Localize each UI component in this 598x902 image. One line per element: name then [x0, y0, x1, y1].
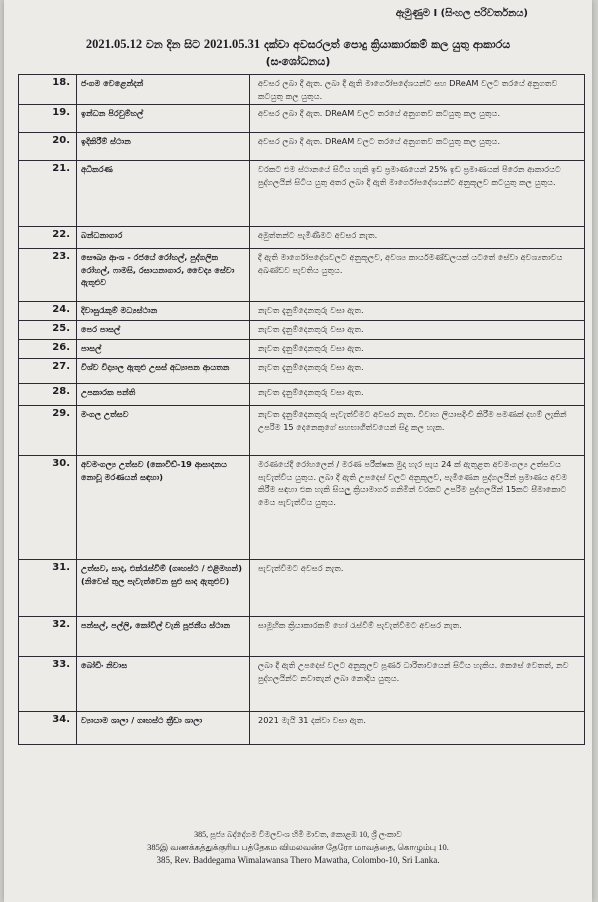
table-row — [19, 249, 585, 302]
row-status: වරකට එම ස්ථානයේ සිටිය හැකි ඉඩ ප්‍රමාණයෙන් 25% ඉඩ ප්‍රමාණයක් පිරෙන ආකාරයට පුද්ගලයින් සිටිය යුතු අතර ලබා දී ඇති මාර්ගෝපදේශයන්ට අනුකූලව කටයුතු කල යුතුය. — [250, 161, 585, 227]
footer-address-tamil: 385இ வணக்கத்துக்குரிய பத்தேகம விமலவன்ச தேரோ மாவத்தை, கொழும்பு 10. — [147, 842, 449, 852]
row-number: 32. — [19, 617, 77, 657]
title-subtitle: (සංශෝධනය) — [265, 55, 331, 68]
row-number: 22. — [19, 227, 77, 249]
row-activity: උත්සව, සාද, එක්රැස්වීම් (ගෘහස්ථ / එළිමහන්) (නිවෙස් තුල පැවැත්වෙන සුළු සාද ඇතුළුව) — [77, 560, 250, 617]
row-status: නැවත දැනුම්දෙනතුරු වසා ඇත. — [250, 302, 585, 321]
row-status: අවසර ලබා දී ඇත. DReAM වලට තරයේ අනුගතව කටයුතු කල යුතුය. — [250, 133, 585, 161]
row-activity: අවමංගල්‍ය උත්සව (කොවිඩ්-19 ආසාදනය නොවූ මරණයන් සඳහා) — [77, 456, 250, 560]
title-text-b: දක්වා අවසරලත් පොදු ක්‍රියාකාරකම් කල යුතු ආකාරය — [260, 38, 511, 51]
title-line — [28, 36, 568, 53]
row-activity: පන්සල්, පල්ලි, කෝවිල් වැනි පූජනීය ස්ථාන — [77, 617, 250, 657]
activities-table — [18, 74, 585, 745]
row-status: නැවත දැනුම්දෙනතුරු වසා ඇත. — [250, 340, 585, 359]
row-number: 27. — [19, 359, 77, 384]
table-row — [19, 302, 585, 321]
row-activity: බෝඩිං නිවාස — [77, 657, 250, 712]
page-title — [28, 36, 568, 70]
annex-label: ඇමුණුම I (සිංහල පරිවර්තනය) — [395, 8, 528, 19]
row-status: අවසර ලබා දී ඇත. DReAM වලට තරයේ අනුගතව කටයුතු කල යුතුය. — [250, 105, 585, 133]
table-row — [19, 75, 585, 105]
row-number: 18. — [19, 75, 77, 105]
row-activity: පෙර පාසල් — [77, 321, 250, 340]
row-activity: පාසල් — [77, 340, 250, 359]
row-status: සාමූහික ක්‍රියාකාරකම් හෝ රැස්වීම් පැවැත්වීමට අවසර නැත. — [250, 617, 585, 657]
row-status: දී ඇති මාර්ගෝපදේශවලට අනුකූලව, අවශ්‍ය කාර්යමණ්ඩලයක් යටතේ සේවා අවශ්‍යතාවය අඛණ්ඩව පැවතිය යුතුය. — [250, 249, 585, 302]
row-status: නැවත දැනුම්දෙනතුරු වසා ඇත. — [250, 321, 585, 340]
title-date-from: 2021.05.12 — [85, 37, 143, 51]
table-row — [19, 133, 585, 161]
table-row — [19, 161, 585, 227]
row-status: නැවත දැනුම්දෙනතුරු වසා ඇත. — [250, 359, 585, 384]
row-number: 34. — [19, 712, 77, 745]
row-activity: මංගල උත්සව — [77, 406, 250, 456]
row-status: මරණයේදී රෝහලෙන් / මරණ පරීක්ෂක මුදා හැර පැය 24 ක් ඇතුළත අවමංගල්‍ය උත්සවය පැවැත්විය යුතුය. ලබා දී ඇති උපදෙස් වලට අනුකූලව, පැමිණෙන පුද්ගලයින් ප්‍රමාණය අවම කිරීම සඳහා එක හැකි සියලු ක්‍රියාමාර්ග ගනිමින් වරකට උපරිම පුද්ගලයින් 15කට සීමාකොට මෙය පැවැත්විය යුතුය. — [250, 456, 585, 560]
row-activity: ඉන්ධන පිරවුම්හල් — [77, 105, 250, 133]
table-row — [19, 321, 585, 340]
row-number: 25. — [19, 321, 77, 340]
footer-address — [4, 828, 592, 867]
row-number: 33. — [19, 657, 77, 712]
row-status: නැවත දැනුම්දෙනතුරු වසා ඇත. — [250, 384, 585, 406]
row-activity: ඉදිකිරීම් ස්ථාන — [77, 133, 250, 161]
table-row — [19, 456, 585, 560]
document-page — [4, 0, 592, 902]
table-row — [19, 657, 585, 712]
row-status: ලබා දී ඇති උපදෙස් වලට අනුකූලව පූර්ණ ධාරිතාවයෙන් සිටිය හැකිය. කෙසේ වෙතත්, නව පුද්ගලයින්ට නවාතැන් ලබා නොදිය යුතුය. — [250, 657, 585, 712]
row-number: 24. — [19, 302, 77, 321]
row-status: 2021 මැයි 31 දක්වා වසා ඇත. — [250, 712, 585, 745]
table-row — [19, 359, 585, 384]
row-activity: සෞඛ්‍ය ආංශ - රජයේ රෝහල්, පුද්ගලික රෝහල්, ෆාමසි, රසායනාගාර, වෛද්‍ය සේවා ඇතුළුව — [77, 249, 250, 302]
row-activity: දිවාසුරැකුම් මධ්‍යස්ථාන — [77, 302, 250, 321]
row-status: පැවැත්වීමට අවසර නැත. — [250, 560, 585, 617]
row-activity: විශ්ව විද්‍යාල ඇතුළු උසස් අධ්‍යාපන ආයතන — [77, 359, 250, 384]
row-number: 19. — [19, 105, 77, 133]
footer-address-english: 385, Rev. Baddegama Wimalawansa Thero Mawatha, Colombo-10, Sri Lanka. — [156, 855, 440, 865]
row-status: අමුත්තන්ට පැමිණීමට අවසර නැත. — [250, 227, 585, 249]
title-date-to: 2021.05.31 — [203, 37, 261, 51]
table-row — [19, 227, 585, 249]
row-activity: අධිකරණ — [77, 161, 250, 227]
row-status: අවසර ලබා දී ඇත. ලබා දී ඇති මාර්ගෝපදේශයන්ට සහ DReAM වලට තරයේ අනුගතව කටයුතු කල යුතුය. — [250, 75, 585, 105]
table-row — [19, 105, 585, 133]
table-row — [19, 384, 585, 406]
row-number: 28. — [19, 384, 77, 406]
row-number: 31. — [19, 560, 77, 617]
row-activity: බන්ධනාගාර — [77, 227, 250, 249]
row-activity: උපකාරක පන්ති — [77, 384, 250, 406]
row-status: නැවත දැනුම්දෙනතුරු පැවැත්වීමට අවසර නැත. විවාහ ලියාපදිංචි කිරීම පමණක් දහම් ලැකින් උපරිම 15 දෙනෙකුගේ සහභාගීත්වයෙන් සිදු කල හැක. — [250, 406, 585, 456]
table-row — [19, 560, 585, 617]
activities-table-body — [19, 75, 585, 745]
table-row — [19, 712, 585, 745]
title-text-a: වන දින සිට — [142, 38, 204, 51]
row-number: 26. — [19, 340, 77, 359]
row-number: 21. — [19, 161, 77, 227]
table-row — [19, 340, 585, 359]
table-row — [19, 617, 585, 657]
row-activity: ජංගම වෙළෙන්දන් — [77, 75, 250, 105]
row-number: 20. — [19, 133, 77, 161]
row-number: 23. — [19, 249, 77, 302]
row-number: 30. — [19, 456, 77, 560]
row-number: 29. — [19, 406, 77, 456]
row-activity: ව්‍යායාම ශාලා / ගෘහස්ථ ක්‍රීඩා ශාලා — [77, 712, 250, 745]
table-row — [19, 406, 585, 456]
footer-address-sinhala: 385, පූජ්‍ය බද්දේගම විමලවංශ හිමි මාවත, කොළඹ 10, ශ්‍රී ලංකාව — [194, 830, 402, 839]
